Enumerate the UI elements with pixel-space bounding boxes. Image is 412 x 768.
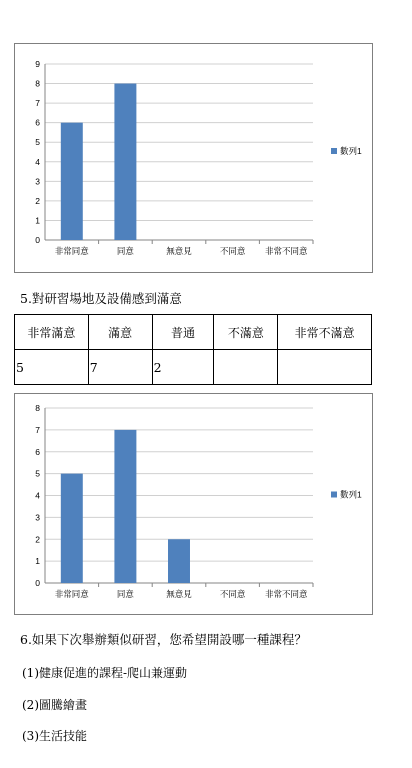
x-tick-label: 非常同意: [54, 246, 89, 256]
header-satisfied: 滿意: [88, 315, 152, 350]
y-tick-label: 4: [35, 490, 40, 501]
y-tick-label: 2: [35, 534, 40, 545]
legend-swatch: [331, 492, 337, 498]
course-option-2: (2)圖騰繪畫: [22, 698, 87, 712]
table-header-row: [15, 315, 372, 350]
x-tick-label: 非常不同意: [264, 589, 308, 599]
satisfaction-table: [14, 314, 372, 385]
y-tick-label: 6: [35, 117, 40, 128]
header-very-unsatisfied: 非常不滿意: [278, 315, 372, 350]
header-neutral: 普通: [152, 315, 214, 350]
x-tick-label: 非常不同意: [264, 246, 308, 256]
value-very-satisfied: 5: [15, 350, 89, 385]
legend-label: 數列1: [340, 489, 362, 500]
y-tick-label: 0: [35, 578, 40, 588]
y-tick-label: 9: [35, 59, 40, 69]
chart-2-svg: [15, 394, 372, 614]
y-tick-label: 4: [35, 156, 40, 167]
y-tick-label: 8: [35, 78, 40, 89]
y-tick-label: 0: [35, 235, 40, 245]
table-row: [15, 350, 372, 385]
course-option-3: (3)生活技能: [22, 729, 87, 743]
bar: [114, 84, 136, 240]
x-tick-label: 同意: [116, 589, 134, 599]
y-tick-label: 7: [35, 98, 40, 109]
y-tick-label: 2: [35, 195, 40, 206]
section-6-heading: 6.如果下次舉辦類似研習，您希望開設哪一種課程？: [20, 632, 307, 647]
legend-swatch: [331, 148, 337, 154]
x-tick-label: 無意見: [166, 589, 192, 599]
y-tick-label: 7: [35, 424, 40, 435]
bar: [61, 123, 83, 240]
x-tick-label: 非常同意: [54, 589, 89, 599]
y-tick-label: 8: [35, 403, 40, 413]
x-tick-label: 不同意: [219, 589, 246, 599]
y-tick-label: 5: [35, 137, 40, 148]
chart-1-svg: [15, 44, 372, 272]
course-option-1: (1)健康促進的課程-爬山兼運動: [22, 666, 188, 680]
value-neutral: 2: [152, 350, 214, 385]
y-tick-label: 1: [35, 215, 40, 226]
section-5-heading: 5.對研習場地及設備感到滿意: [20, 291, 182, 306]
value-unsatisfied: [214, 350, 278, 385]
y-tick-label: 1: [35, 556, 40, 567]
value-very-unsatisfied: [278, 350, 372, 385]
bar: [61, 474, 83, 583]
header-unsatisfied: 不滿意: [214, 315, 278, 350]
header-very-satisfied: 非常滿意: [15, 315, 89, 350]
x-tick-label: 不同意: [219, 246, 246, 256]
bar: [114, 430, 136, 583]
y-tick-label: 5: [35, 468, 40, 479]
y-tick-label: 3: [35, 512, 40, 523]
x-tick-label: 同意: [116, 246, 134, 256]
chart-agreement-1: [14, 43, 373, 273]
x-tick-label: 無意見: [166, 246, 192, 256]
bar: [168, 539, 190, 583]
y-tick-label: 3: [35, 176, 40, 187]
legend-label: 數列1: [340, 146, 362, 156]
y-tick-label: 6: [35, 446, 40, 457]
chart-satisfaction-2: [14, 393, 373, 615]
value-satisfied: 7: [88, 350, 152, 385]
